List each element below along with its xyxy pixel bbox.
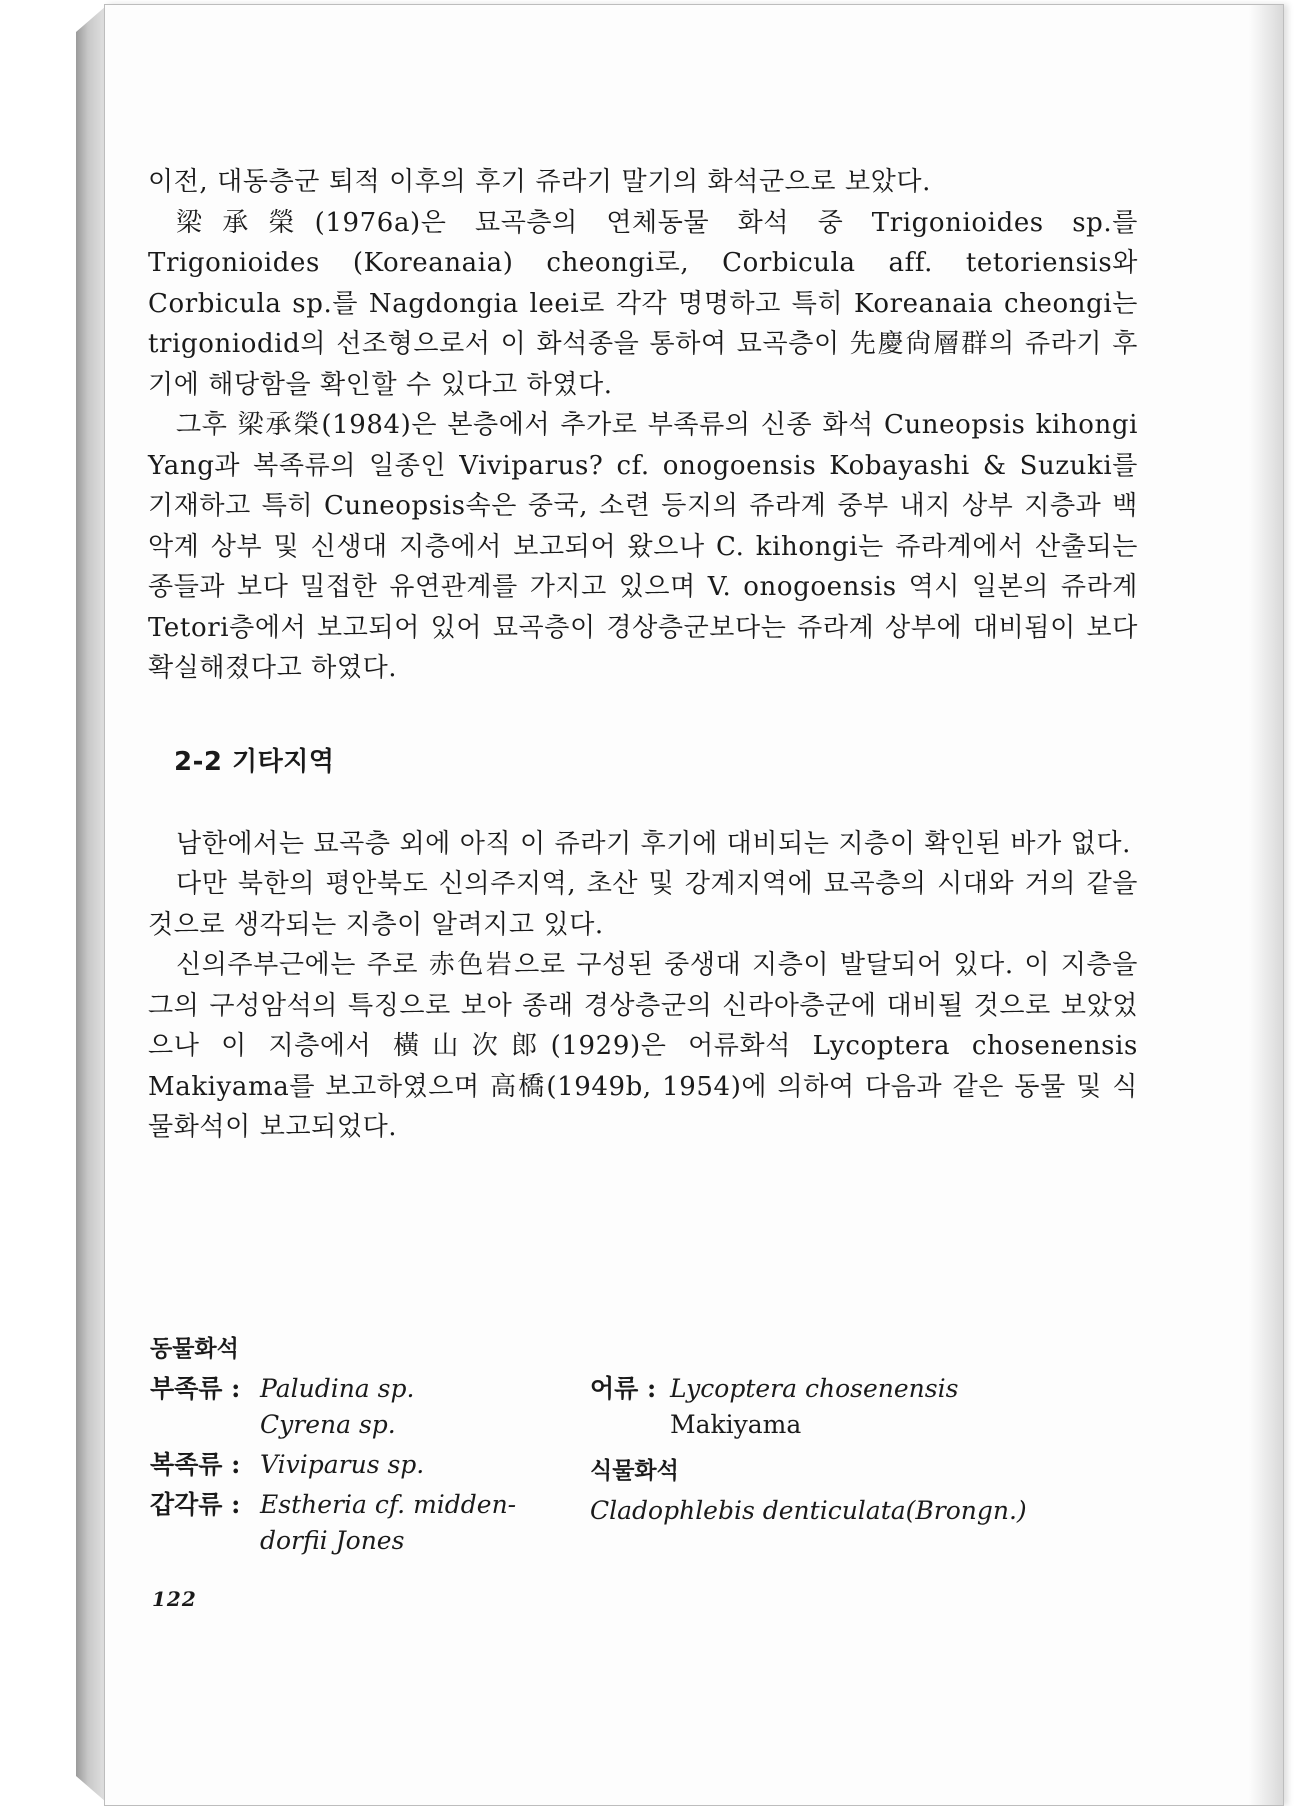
paragraph-6: 신의주부근에는 주로 赤色岩으로 구성된 중생대 지층이 발달되어 있다. 이 지층을 그의 구성암석의 특징으로 보아 종래 경상층군의 신라아층군에 대비될 것으로 보았었으나 이 지층에서 橫山次郎(1929)은 어류화석 Lycoptera chosenensis Makiyama를 보고하였으며 高橋(1949b, 1954)에 의하여 다음과 같은 동물 및 식물화석이 보고되었다. <box>148 950 1138 1142</box>
fish-species-1: Lycoptera chosenensis <box>670 1374 959 1403</box>
crustacea-species-1: Estheria cf. midden- <box>260 1490 517 1519</box>
fossil-list <box>150 1335 1150 1565</box>
crustacea-species-2: dorfii Jones <box>260 1526 405 1555</box>
fish-row <box>590 1371 1110 1407</box>
fish-species-2-row <box>590 1407 1110 1443</box>
fish-label: 어류 : <box>590 1374 657 1403</box>
paragraph-2: 梁承榮(1976a)은 묘곡층의 연체동물 화석 중 Trigonioides sp.를 Trigonioides (Koreanaia) cheongi로, Corbicula aff. tetoriensis와 Corbicula sp.를 Nagdongia leei로 각각 명명하고 특히 Koreanaia cheongi는 trigoniodid의 선조형으로서 이 화석종을 통하여 묘곡층이 先慶尙層群의 쥬라기 후기에 해당함을 확인할 수 있다고 하였다. <box>148 207 1138 400</box>
gastropoda-species-1: Viviparus sp. <box>260 1450 425 1479</box>
crustacea-row <box>150 1487 590 1523</box>
crustacea-label: 갑각류 : <box>150 1490 241 1519</box>
animal-fossils <box>150 1335 590 1559</box>
paragraph-3: 그후 梁承榮(1984)은 본층에서 추가로 부족류의 신종 화석 Cuneopsis kihongi Yang과 복족류의 일종인 Viviparus? cf. onogoensis Kobayashi & Suzuki를 기재하고 특히 Cuneopsis속은 중국, 소련 등지의 쥬라계 중부 내지 상부 지층과 백악계 상부 및 신생대 지층에서 보고되어 왔으나 C. kihongi는 쥬라계에서 산출되는 종들과 보다 밀접한 유연관계를 가지고 있으며 V. onogoensis 역시 일본의 쥬라계 Tetori층에서 보고되어 있어 묘곡층이 경상층군보다는 쥬라계 상부에 대비됨이 보다 확실해졌다고 하였다. <box>148 410 1138 683</box>
paragraph-5: 다만 북한의 평안북도 신의주지역, 초산 및 강계지역에 묘곡층의 시대와 거의 같을 것으로 생각되는 지층이 알려지고 있다. <box>148 869 1138 940</box>
page-number: 122 <box>152 1587 197 1611</box>
pelecypoda-row <box>150 1371 590 1407</box>
pelecypoda-species-2: Cyrena sp. <box>260 1410 396 1439</box>
book-spine <box>76 6 106 1802</box>
pelecypoda-label: 부족류 : <box>150 1374 241 1403</box>
paragraph-1: 이전, 대동층군 퇴적 이후의 후기 쥬라기 말기의 화석군으로 보았다. <box>148 167 931 197</box>
page-edge-shadow <box>1249 5 1283 1805</box>
section-heading: 2-2 기타지역 <box>174 746 335 777</box>
gastropoda-label: 복족류 : <box>150 1450 241 1479</box>
animal-fossils-title: 동물화석 <box>150 1336 239 1362</box>
page-body <box>148 162 1138 1148</box>
paragraph-4: 남한에서는 묘곡층 외에 아직 이 쥬라기 후기에 대비되는 지층이 확인된 바가 없다. <box>176 828 1132 859</box>
plant-species-1: Cladophlebis denticulata(Brongn.) <box>590 1496 1027 1525</box>
fish-species-2: Makiyama <box>670 1410 802 1439</box>
fish-and-plant-fossils <box>590 1371 1110 1529</box>
crustacea-species-2-row <box>150 1523 590 1559</box>
gastropoda-row <box>150 1447 590 1483</box>
pelecypoda-species-2-row <box>150 1407 590 1443</box>
plant-fossils-title: 식물화석 <box>590 1458 679 1484</box>
plant-row <box>590 1493 1110 1529</box>
pelecypoda-species-1: Paludina sp. <box>260 1374 415 1403</box>
